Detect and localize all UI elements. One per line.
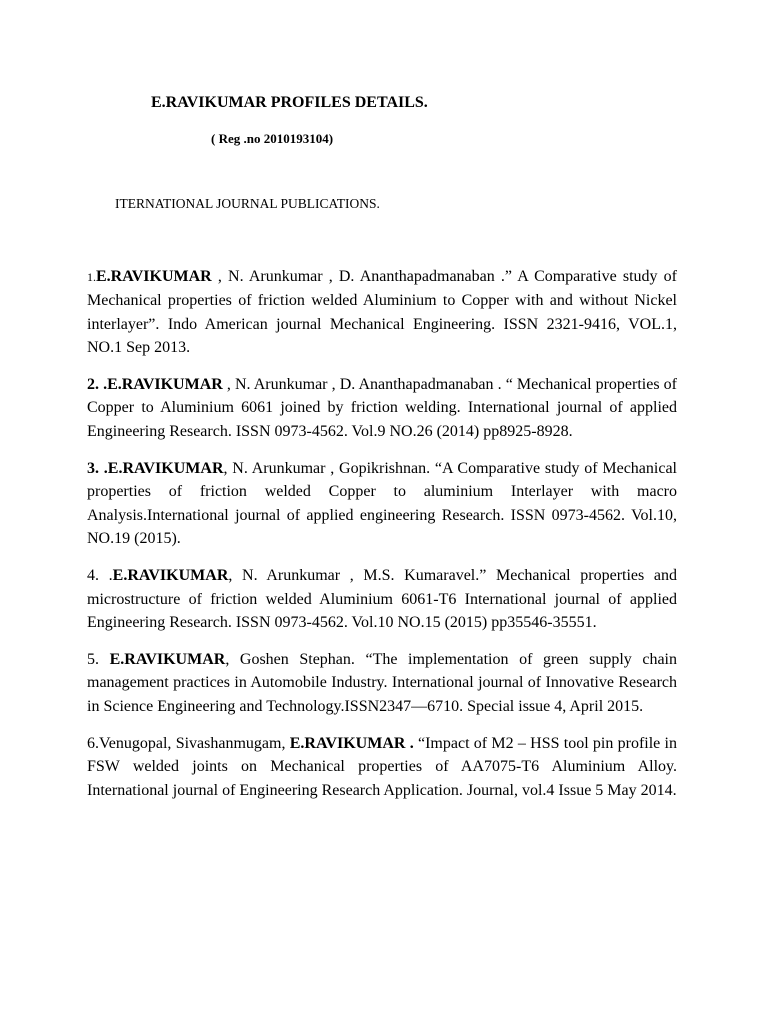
publication-text: “Impact of M2 – HSS tool pin profile in FSW welded joints on Mechanical properties of AA7075-T6 Aluminium Alloy. International journal of Engineering Research Application. Journal, vol.4 Issue 5 May 2014. — [87, 735, 677, 799]
publication-number: 2. . — [87, 376, 108, 394]
publication-author-highlight: E.RAVIKUMAR — [107, 460, 224, 478]
publication-author-highlight: E.RAVIKUMAR — [96, 268, 212, 285]
publication-item — [87, 732, 677, 802]
publication-author-highlight: E.RAVIKUMAR — [112, 567, 229, 585]
publication-author-highlight: E.RAVIKUMAR — [107, 376, 223, 394]
registration-number: ( Reg .no 2010193104) — [211, 131, 334, 146]
publication-number: 1. — [87, 270, 96, 284]
publication-text: , N. Arunkumar , Gopikrishnan. “A Comparative study of Mechanical properties of friction welded Copper to aluminium Interlayer with macro Analysis.International journal of applied engineering Research. ISSN 0973-4562. Vol.10, NO.19 (2015). — [87, 460, 678, 547]
publication-text: , N. Arunkumar , M.S. Kumaravel.” Mechanical properties and microstructure of friction welded Aluminium 6061-T6 International journal of applied Engineering Research. ISSN 0973-4562. Vol.10 NO.15 (2015) pp35546-35551. — [87, 567, 678, 631]
publication-item — [87, 457, 677, 550]
publication-text: , Goshen Stephan. “The implementation of green supply chain management practices in Automobile Industry. International journal of Innovative Research in Science Engineering and Technology.ISSN2347—6710. Special issue 4, April 2015. — [87, 651, 678, 715]
publication-item — [87, 265, 677, 359]
publication-item — [87, 373, 677, 443]
publication-number: 5. — [87, 651, 110, 669]
publication-item — [87, 564, 677, 634]
publication-authors: 6.Venugopal, Sivashanmugam, — [87, 735, 290, 753]
publication-number: 4. . — [87, 567, 113, 585]
publication-text: , N. Arunkumar , D. Ananthapadmanaban .” A Comparative study of Mechanical properties of friction welded Aluminium to Copper with and without Nickel interlayer”. Indo American journal Mechanical Engineering. ISSN 2321-9416, VOL.1, NO.1 Sep 2013. — [87, 268, 677, 356]
publication-number: 3. . — [87, 460, 108, 478]
document-title: E.RAVIKUMAR PROFILES DETAILS. — [151, 94, 428, 111]
publication-text: , N. Arunkumar , D. Ananthapadmanaban . “ Mechanical properties of Copper to Aluminium 6061 joined by friction welding. International journal of applied Engineering Research. ISSN 0973-4562. Vol.9 NO.26 (2014) pp8925-8928. — [87, 376, 678, 440]
publication-author-highlight: E.RAVIKUMAR — [109, 651, 226, 669]
section-heading: ITERNATIONAL JOURNAL PUBLICATIONS. — [115, 196, 380, 211]
publication-author-highlight: E.RAVIKUMAR . — [289, 735, 414, 753]
publication-item — [87, 648, 677, 718]
publication-list — [87, 265, 677, 816]
